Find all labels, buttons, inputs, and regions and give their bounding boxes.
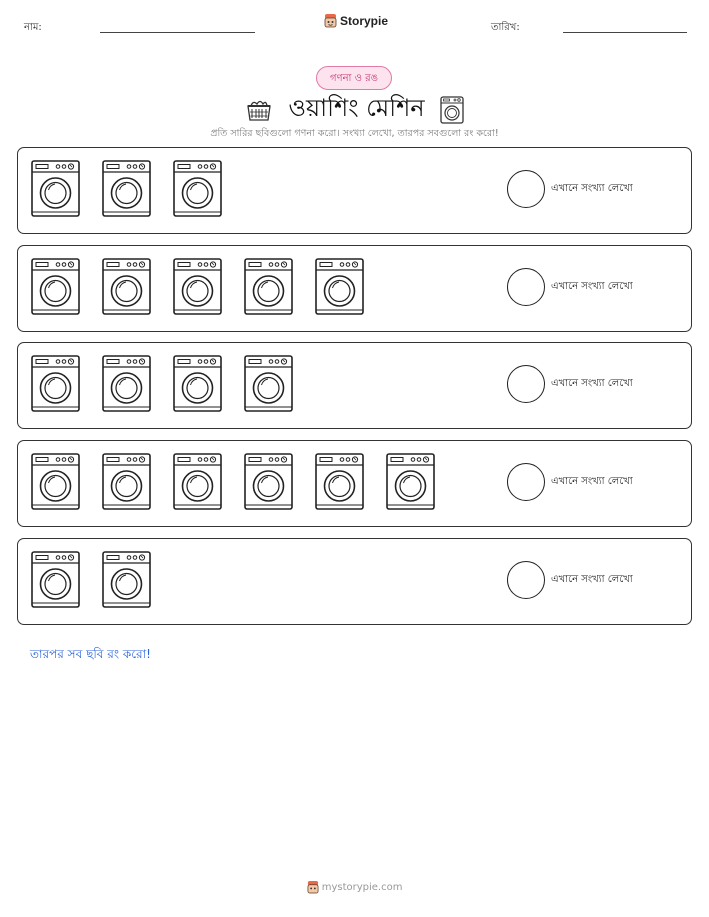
site-url[interactable]: mystorypie.com: [321, 882, 403, 893]
washing-machine-icon: [315, 453, 364, 510]
washing-machine-icon: [173, 355, 222, 412]
counting-row: [17, 440, 692, 527]
laundry-basket-icon: [245, 98, 273, 122]
category-tag: গণনা ও রঙ: [316, 66, 392, 90]
washing-machine-icon: [31, 160, 80, 217]
washing-machine-icon: [173, 453, 222, 510]
washing-machine-icon: [102, 258, 151, 315]
washing-machine-icon: [244, 258, 293, 315]
date-line[interactable]: [563, 32, 687, 33]
answer-label: এখানে সংখ্যা লেখো: [551, 183, 633, 194]
washing-machine-icon: [173, 160, 222, 217]
washing-machine-icon: [173, 258, 222, 315]
machine-group: [31, 160, 222, 217]
counting-row: [17, 342, 692, 429]
instructions: প্রতি সারির ছবিগুলো গণনা করো। সংখ্যা লেখো, তারপর সবগুলো রং করো!: [210, 128, 499, 139]
answer-label: এখানে সংখ্যা লেখো: [551, 574, 633, 585]
washing-machine-icon: [31, 453, 80, 510]
machine-group: [31, 258, 364, 315]
washing-machine-icon: [315, 258, 364, 315]
washing-machine-icon: [244, 355, 293, 412]
worksheet-title: ওয়াশিং মেশিন: [288, 94, 425, 122]
washing-machine-icon: [102, 453, 151, 510]
counting-row: [17, 147, 692, 234]
washing-machine-icon: [31, 355, 80, 412]
machine-group: [31, 355, 293, 412]
washing-machine-icon: [244, 453, 293, 510]
brand-logo: [324, 13, 388, 29]
storypie-mascot-icon: [324, 13, 337, 29]
answer-circle[interactable]: [507, 561, 545, 599]
color-instruction: তারপর সব ছবি রং করো!: [30, 647, 151, 661]
answer-circle[interactable]: [507, 268, 545, 306]
machine-group: [31, 453, 435, 510]
answer-circle[interactable]: [507, 463, 545, 501]
answer-circle[interactable]: [507, 170, 545, 208]
answer-label: এখানে সংখ্যা লেখো: [551, 378, 633, 389]
date-label: তারিখ:: [491, 22, 520, 33]
answer-circle[interactable]: [507, 365, 545, 403]
washing-machine-icon: [31, 551, 80, 608]
name-line[interactable]: [100, 32, 255, 33]
title-row: [0, 90, 709, 130]
washing-machine-icon: [440, 96, 464, 124]
washing-machine-icon: [102, 160, 151, 217]
washing-machine-icon: [31, 258, 80, 315]
answer-label: এখানে সংখ্যা লেখো: [551, 281, 633, 292]
washing-machine-icon: [386, 453, 435, 510]
machine-group: [31, 551, 151, 608]
washing-machine-icon: [102, 355, 151, 412]
brand-name: Storypie: [340, 14, 389, 28]
counting-row: [17, 245, 692, 332]
answer-label: এখানে সংখ্যা লেখো: [551, 476, 633, 487]
name-label: নাম:: [24, 22, 42, 33]
counting-row: [17, 538, 692, 625]
storypie-mascot-icon: [307, 880, 319, 895]
site-footer: [0, 880, 709, 895]
washing-machine-icon: [102, 551, 151, 608]
